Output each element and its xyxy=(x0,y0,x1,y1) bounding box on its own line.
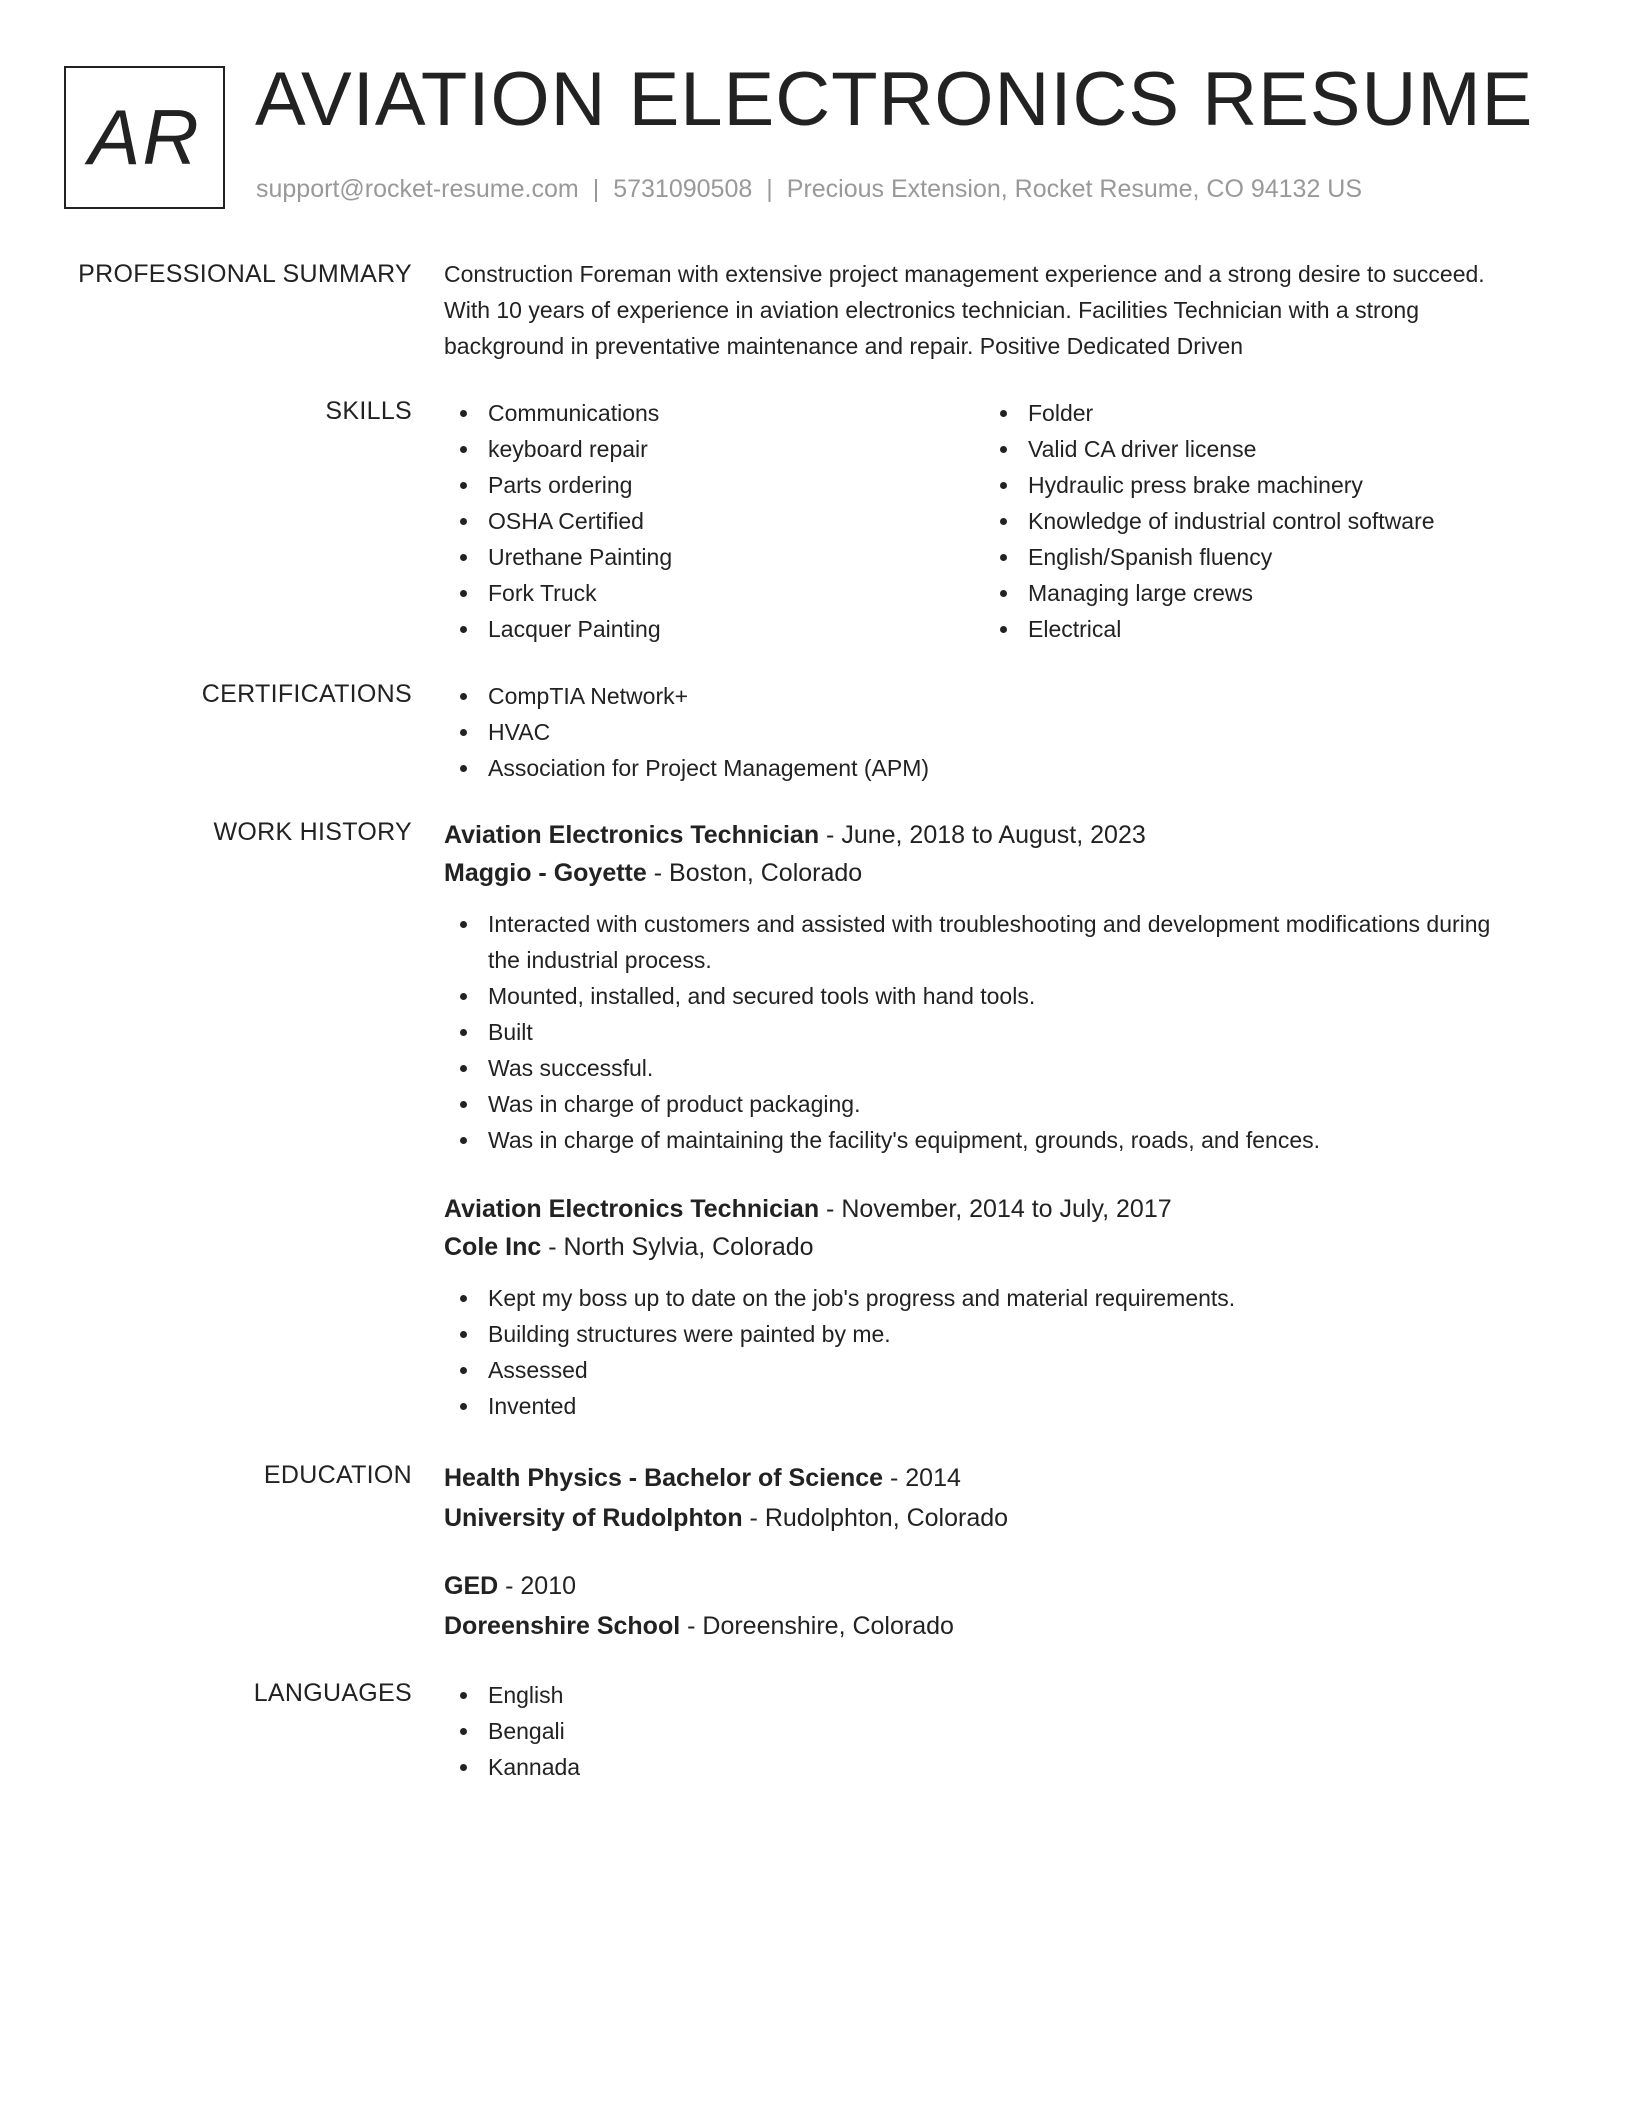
certification-item: HVAC xyxy=(444,714,1524,750)
skill-item: Valid CA driver license xyxy=(984,431,1524,467)
job-dates: - June, 2018 to August, 2023 xyxy=(819,821,1146,849)
job-title-line xyxy=(444,1190,1524,1228)
certifications-list xyxy=(444,678,1524,786)
company-location: - North Sylvia, Colorado xyxy=(541,1233,814,1261)
degree-year: - 2010 xyxy=(498,1572,577,1600)
job-title: Aviation Electronics Technician xyxy=(444,1195,820,1223)
skill-item: Lacquer Painting xyxy=(444,611,984,647)
job-bullet: Was in charge of maintaining the facility's equipment, grounds, roads, and fences. xyxy=(444,1122,1524,1158)
education-entry xyxy=(444,1459,1524,1537)
education-body xyxy=(444,1459,1524,1645)
section-label-education: EDUCATION xyxy=(263,1461,412,1489)
section-label-work-history: WORK HISTORY xyxy=(213,818,412,846)
degree-name: Health Physics - Bachelor of Science xyxy=(444,1464,884,1492)
certification-item: CompTIA Network+ xyxy=(444,678,1524,714)
school-name: University of Rudolphton xyxy=(444,1504,743,1532)
degree-year: - 2014 xyxy=(883,1464,961,1492)
skill-item: Electrical xyxy=(984,611,1524,647)
company-line xyxy=(444,1228,1524,1266)
contact-separator: | xyxy=(766,175,773,203)
contact-email[interactable]: support@rocket-resume.com xyxy=(256,175,579,203)
section-label-languages: LANGUAGES xyxy=(253,1679,412,1707)
job-bullet: Built xyxy=(444,1014,1524,1050)
language-item: Bengali xyxy=(444,1713,1524,1749)
job-bullet: Building structures were painted by me. xyxy=(444,1316,1524,1352)
skills-body xyxy=(444,395,1524,647)
job-bullet: Invented xyxy=(444,1388,1524,1424)
skills-list-right xyxy=(984,395,1524,647)
summary-text: Construction Foreman with extensive project management experience and a strong desire to succeed. With 10 years of experience in aviation electronics technician. Facilities Technician with a strong background in preventative maintenance and repair. Positive Dedicated Driven xyxy=(444,261,1485,359)
job-bullet-list xyxy=(444,906,1524,1158)
job-bullet: Kept my boss up to date on the job's progress and material requirements. xyxy=(444,1280,1524,1316)
job-bullet: Was in charge of product packaging. xyxy=(444,1086,1524,1122)
job-dates: - November, 2014 to July, 2017 xyxy=(819,1195,1172,1223)
languages-body xyxy=(444,1677,1524,1785)
contact-line xyxy=(256,175,1362,204)
skill-item: keyboard repair xyxy=(444,431,984,467)
company-name: Maggio - Goyette xyxy=(444,859,647,887)
school-line xyxy=(444,1607,1524,1645)
school-name: Doreenshire School xyxy=(444,1612,681,1640)
skill-item: OSHA Certified xyxy=(444,503,984,539)
skill-item: Managing large crews xyxy=(984,575,1524,611)
job-entry xyxy=(444,1190,1524,1424)
skill-item: Knowledge of industrial control software xyxy=(984,503,1524,539)
job-bullet: Interacted with customers and assisted with troubleshooting and development modifications during the industrial process. xyxy=(444,906,1524,978)
company-name: Cole Inc xyxy=(444,1233,542,1261)
job-bullet: Was successful. xyxy=(444,1050,1524,1086)
degree-line xyxy=(444,1459,1524,1497)
job-title-line xyxy=(444,816,1524,854)
work-history-body xyxy=(444,816,1524,1424)
section-label-certifications: CERTIFICATIONS xyxy=(201,680,412,708)
section-label-summary: PROFESSIONAL SUMMARY xyxy=(78,260,412,288)
skills-list-left xyxy=(444,395,984,647)
monogram-logo: AR xyxy=(64,66,225,209)
skill-item: English/Spanish fluency xyxy=(984,539,1524,575)
degree-name: GED xyxy=(444,1572,499,1600)
certifications-body xyxy=(444,678,1524,786)
job-bullet: Mounted, installed, and secured tools with hand tools. xyxy=(444,978,1524,1014)
job-entry xyxy=(444,816,1524,1158)
education-entry xyxy=(444,1567,1524,1645)
school-location: - Doreenshire, Colorado xyxy=(680,1612,954,1640)
school-location: - Rudolphton, Colorado xyxy=(742,1504,1009,1532)
job-bullet: Assessed xyxy=(444,1352,1524,1388)
contact-phone[interactable]: 5731090508 xyxy=(613,175,753,203)
languages-list xyxy=(444,1677,1524,1785)
skill-item: Parts ordering xyxy=(444,467,984,503)
skill-item: Fork Truck xyxy=(444,575,984,611)
contact-separator: | xyxy=(592,175,600,203)
job-title: Aviation Electronics Technician xyxy=(444,821,820,849)
skill-item: Folder xyxy=(984,395,1524,431)
company-location: - Boston, Colorado xyxy=(646,859,863,887)
school-line xyxy=(444,1499,1524,1537)
skill-item: Communications xyxy=(444,395,984,431)
contact-address: Precious Extension, Rocket Resume, CO 94132 US xyxy=(786,175,1363,203)
company-line xyxy=(444,854,1524,892)
job-bullet-list xyxy=(444,1280,1524,1424)
skill-item: Hydraulic press brake machinery xyxy=(984,467,1524,503)
skill-item: Urethane Painting xyxy=(444,539,984,575)
language-item: Kannada xyxy=(444,1749,1524,1785)
degree-line xyxy=(444,1567,1524,1605)
resume-title: AVIATION ELECTRONICS RESUME xyxy=(255,57,1534,142)
certification-item: Association for Project Management (APM) xyxy=(444,750,1524,786)
section-label-skills: SKILLS xyxy=(325,397,412,425)
language-item: English xyxy=(444,1677,1524,1713)
